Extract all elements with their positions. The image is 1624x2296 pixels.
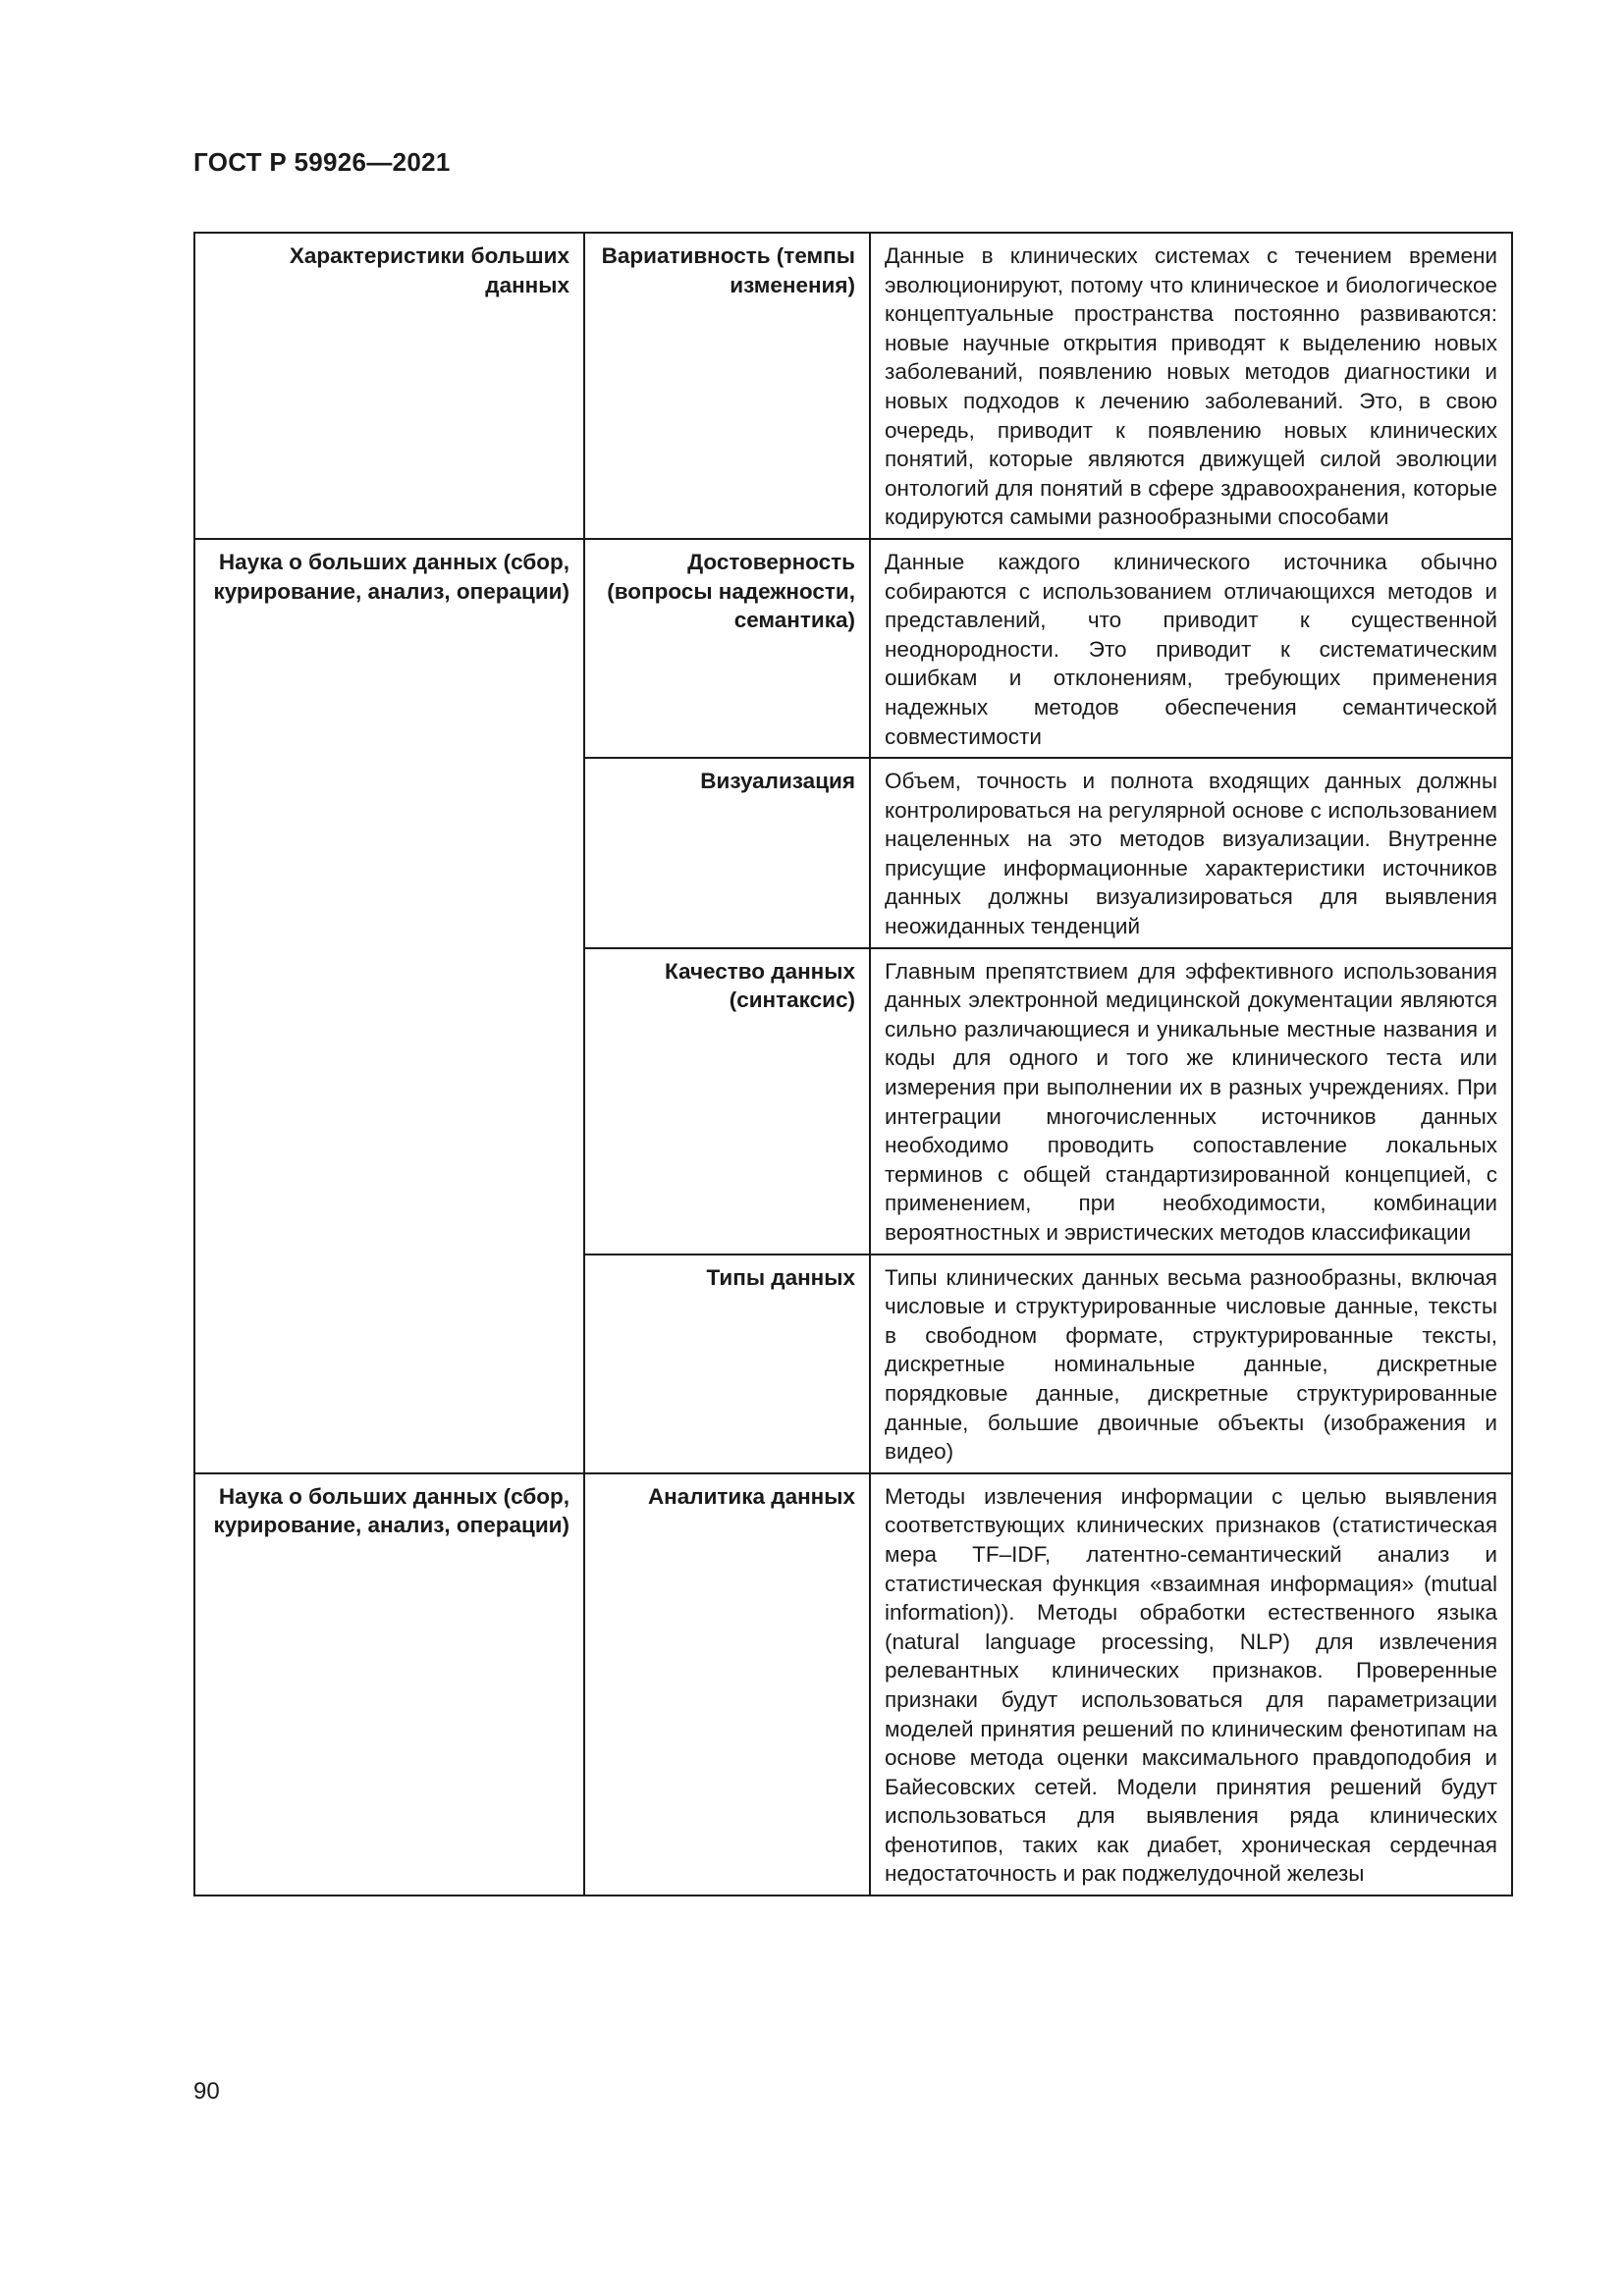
table-row [194,539,1512,758]
parameter-cell: Визуализация [584,758,870,948]
table-row [194,233,1512,539]
description-cell: Объем, точность и полнота входящих данных должны контролироваться на регулярной основе с использованием нацеленных на это методов визуализации. Внутренне присущие информационные характеристики источников данных должны визуализироваться для выявления неожиданных тенденций [870,758,1512,948]
category-cell: Наука о больших данных (сбор, курирование, анализ, операции) [194,1473,584,1896]
table-row [194,1473,1512,1896]
category-cell: Наука о больших данных (сбор, курирование, анализ, операции) [194,539,584,1473]
big-data-characteristics-table [193,232,1513,1896]
description-cell: Данные каждого клинического источника обычно собираются с использованием отличающихся методов и представлений, что приводит к существенной неоднородности. Это приводит к систематическим ошибкам и отклонениям, требующих применения надежных методов обеспечения семантической совместимости [870,539,1512,758]
page-number: 90 [193,2078,220,2105]
parameter-cell: Качество данных (синтаксис) [584,948,870,1255]
description-cell: Данные в клинических системах с течением времени эволюционируют, потому что клиническое и биологическое концептуальные пространства постоянно развиваются: новые научные открытия приводят к выделению новых заболеваний, появлению новых методов диагностики и новых подходов к лечению заболеваний. Это, в свою очередь, приводит к появлению новых клинических понятий, которые являются движущей силой эволюции онтологий для понятий в сфере здравоохранения, которые кодируются самыми разнообразными способами [870,233,1512,539]
parameter-cell: Аналитика данных [584,1473,870,1896]
parameter-cell: Типы данных [584,1255,870,1473]
description-cell: Методы извлечения информации с целью выявления соответствующих клинических признаков (статистическая мера TF–IDF, латентно-семантический анализ и статистическая функция «взаимная информация» (mutual information)). Методы обработки естественного языка (natural language processing, NLP) для извлечения релевантных клинических признаков. Проверенные признаки будут использоваться для параметризации моделей принятия решений по клиническим фенотипам на основе метода оценки максимального правдоподобия и Байесовских сетей. Модели принятия решений будут использоваться для выявления ряда клинических фенотипов, таких как диабет, хроническая сердечная недостаточность и рак поджелудочной железы [870,1473,1512,1896]
category-cell: Характеристики больших данных [194,233,584,539]
document-header: ГОСТ Р 59926—2021 [193,147,451,177]
parameter-cell: Достоверность (вопросы надежности, семантика) [584,539,870,758]
parameter-cell: Вариативность (темпы изменения) [584,233,870,539]
description-cell: Главным препятствием для эффективного использования данных электронной медицинской документации являются сильно различающиеся и уникальные местные названия и коды для одного и того же клинического теста или измерения при выполнении их в разных учреждениях. При интеграции многочисленных источников данных необходимо проводить сопоставление локальных терминов с общей стандартизированной концепцией, с применением, при необходимости, комбинации вероятностных и эвристических методов классификации [870,948,1512,1255]
description-cell: Типы клинических данных весьма разнообразны, включая числовые и структурированные числовые данные, тексты в свободном формате, структурированные тексты, дискретные номинальные данные, дискретные порядковые данные, дискретные структурированные данные, большие двоичные объекты (изображения и видео) [870,1255,1512,1473]
